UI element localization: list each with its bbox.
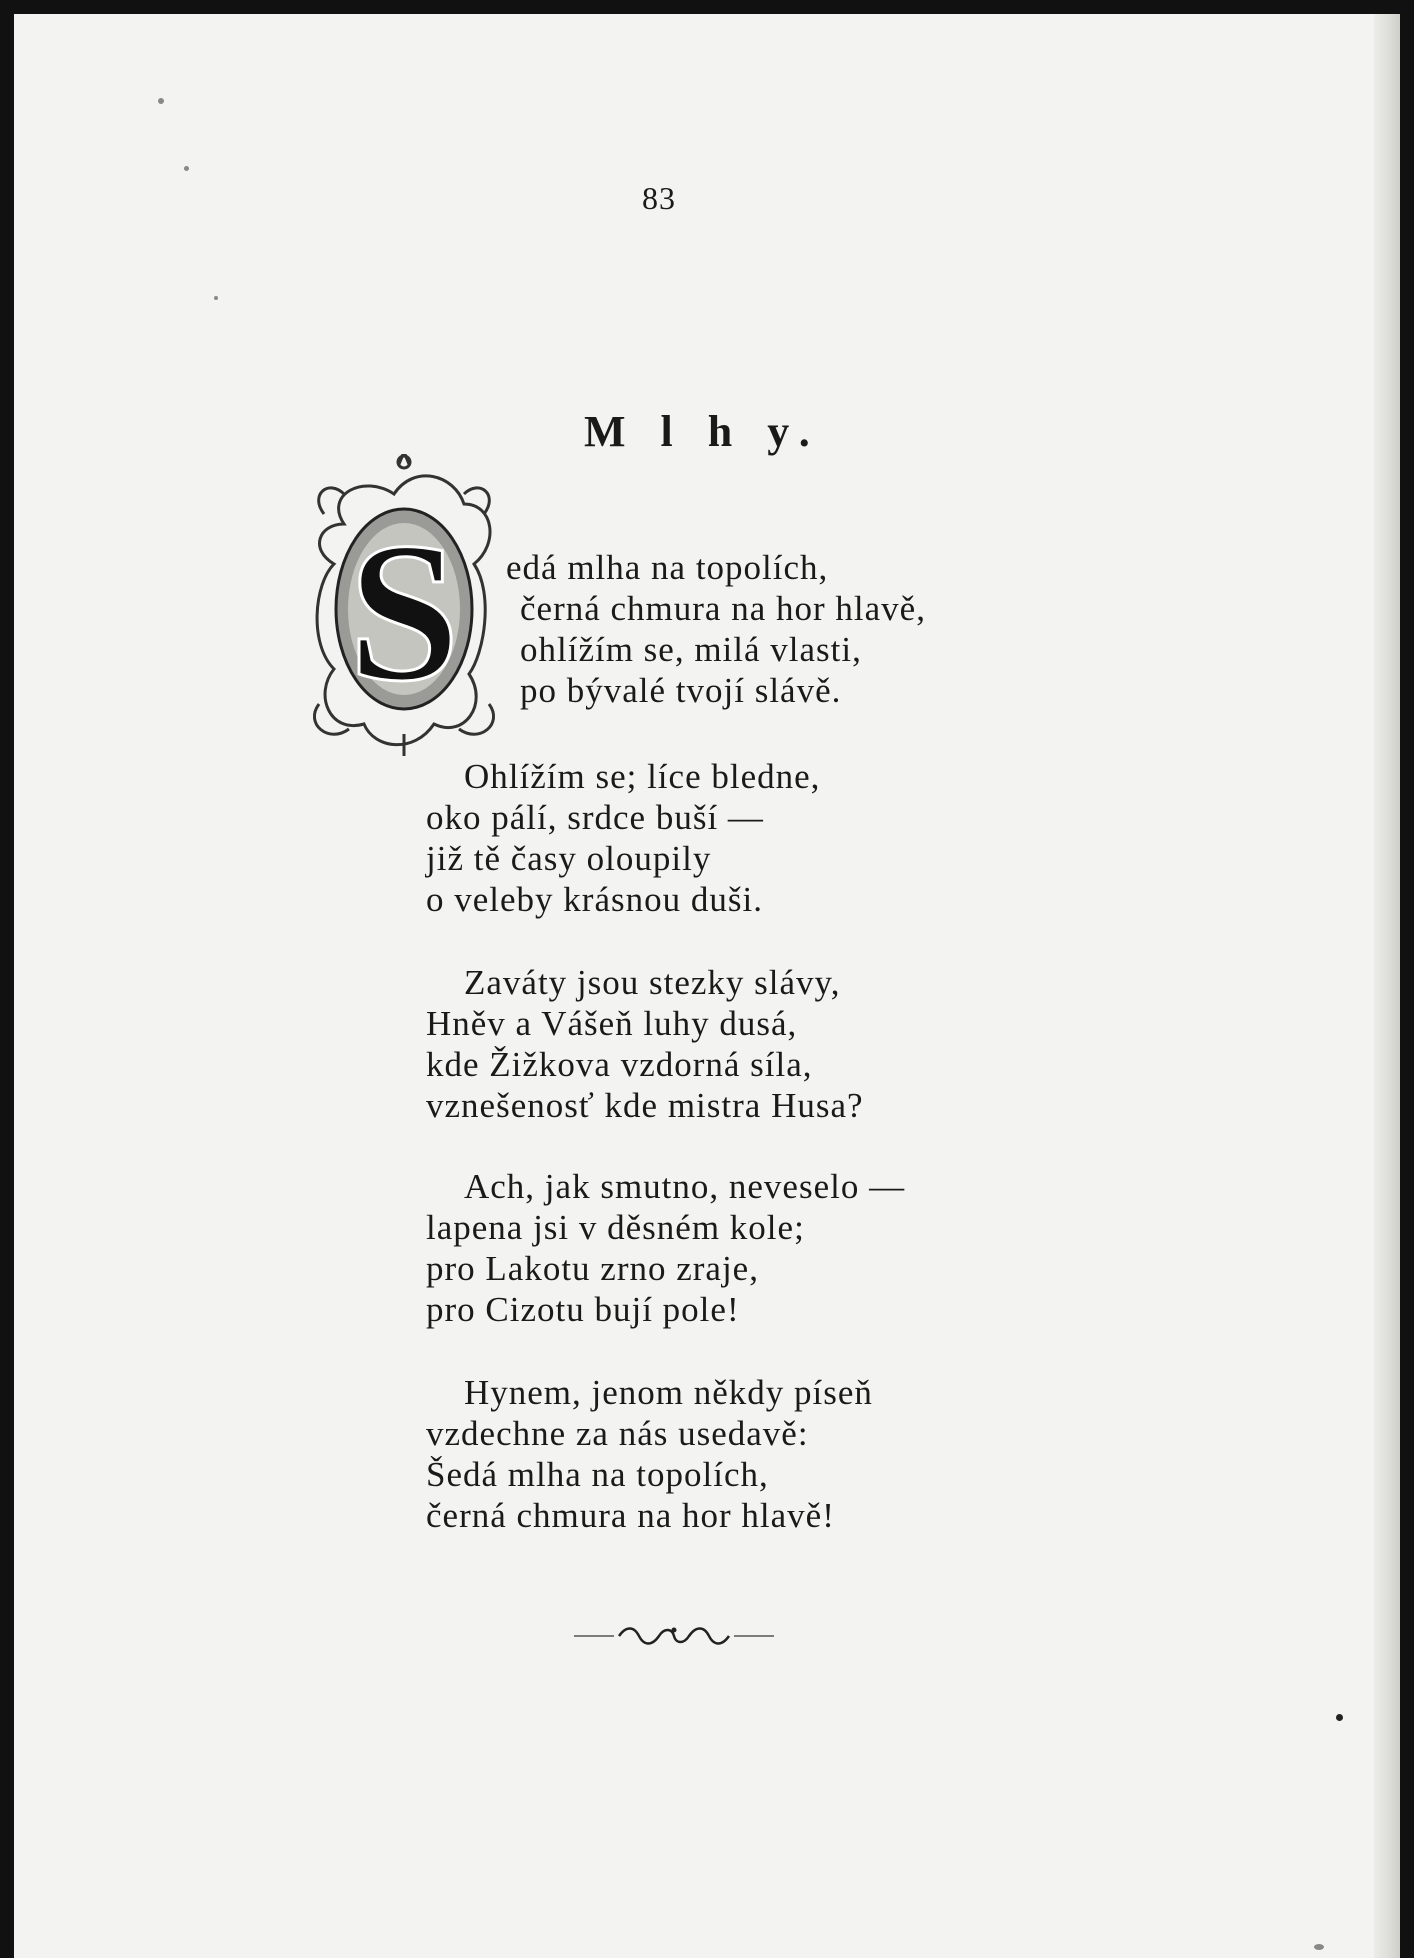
page-number: 83 xyxy=(642,180,676,216)
poem-title: M l h y. xyxy=(584,407,822,456)
verse-line: již tě časy oloupily xyxy=(426,839,712,878)
verse-line: Zaváty jsou stezky slávy, xyxy=(464,963,841,1002)
verse-line: o veleby krásnou duši. xyxy=(426,880,763,919)
dust-speck xyxy=(158,98,164,104)
verse-line: vzdechne za nás usedavě: xyxy=(426,1414,809,1453)
verse-line: Ohlížím se; líce bledne, xyxy=(464,757,821,796)
verse-line: vznešenosť kde mistra Husa? xyxy=(426,1086,864,1125)
verse-line: Ach, jak smutno, neveselo — xyxy=(464,1167,906,1206)
verse-line: lapena jsi v děsném kole; xyxy=(426,1208,805,1247)
verse-line: oko pálí, srdce buší — xyxy=(426,798,764,837)
verse-line: kde Žižkova vzdorná síla, xyxy=(426,1045,813,1084)
page-edge-shadow xyxy=(1374,14,1400,1958)
dust-speck xyxy=(184,166,189,171)
verse-line: ohlížím se, milá vlasti, xyxy=(520,630,862,669)
dust-speck xyxy=(214,296,218,300)
verse-line: černá chmura na hor hlavě! xyxy=(426,1496,835,1535)
closing-ornament xyxy=(574,1620,774,1650)
ornamental-initial xyxy=(304,454,504,764)
initial-letter: S xyxy=(348,502,460,723)
verse-line: černá chmura na hor hlavě, xyxy=(520,589,926,628)
verse-line: Hněv a Vášeň luhy dusá, xyxy=(426,1004,798,1043)
dust-speck xyxy=(1336,1714,1343,1721)
verse-line: pro Lakotu zrno zraje, xyxy=(426,1249,759,1288)
book-page xyxy=(14,14,1400,1958)
dust-speck xyxy=(1314,1944,1324,1950)
verse-line: pro Cizotu bují pole! xyxy=(426,1290,740,1329)
verse-line: Šedá mlha na topolích, xyxy=(426,1455,769,1494)
verse-line: po bývalé tvojí slávě. xyxy=(520,671,842,710)
verse-line: Hynem, jenom někdy píseň xyxy=(464,1373,873,1412)
verse-line: edá mlha na topolích, xyxy=(506,548,829,587)
